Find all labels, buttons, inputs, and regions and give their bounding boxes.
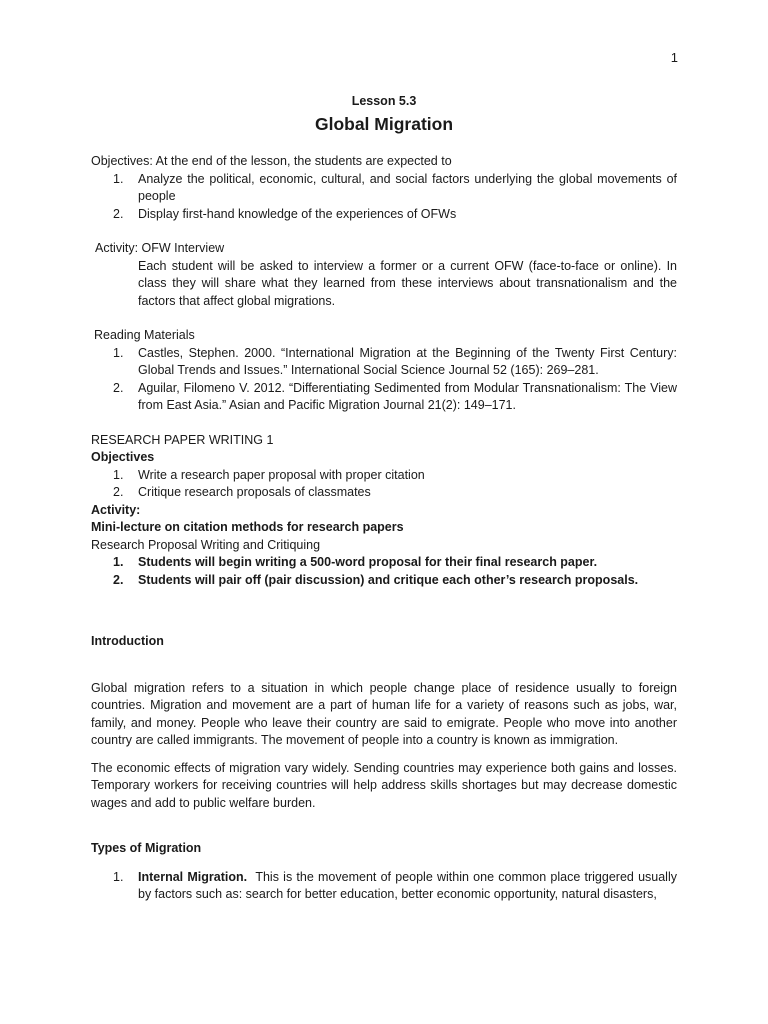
proposal-label: Research Proposal Writing and Critiquing xyxy=(91,537,321,552)
activity-label: Activity: OFW Interview xyxy=(95,241,225,255)
introduction-para-1: Global migration refers to a situation in which people change place of residence usually to foreign countries. Migration and movement are a part of human life for a variety of reasons such as jobs, war, family, and money. People who leave their country are said to emigrate. People who move into another country are called immigrants. The movement of people into a country is known as immigration. xyxy=(91,680,677,747)
lesson-label: Lesson 5.3 xyxy=(351,94,417,108)
list-item: 1. Write a research paper proposal with proper citation xyxy=(113,467,425,482)
list-item: 2. Display first-hand knowledge of the experiences of OFWs xyxy=(113,206,457,221)
types-heading: Types of Migration xyxy=(91,841,202,855)
research-objectives-list xyxy=(91,467,677,502)
reading-label: Reading Materials xyxy=(94,328,195,342)
research-activity-label: Activity: xyxy=(91,502,141,517)
list-item: 2. Aguilar, Filomeno V. 2012. “Differentiating Sedimented from Modular Transnationalism: The View from East Asia.” Asian and Pacific Migration Journal 21(2): 149–171. xyxy=(113,380,677,412)
list-item: 1. Internal Migration. This is the movement of people within one common place triggered usually by factors such as: search for better education, better economic opportunity, natural disasters, xyxy=(113,869,677,901)
objectives-list xyxy=(91,171,677,224)
research-heading: RESEARCH PAPER WRITING 1 xyxy=(91,432,274,447)
page-number: 1 xyxy=(670,50,678,65)
list-item: 1. Castles, Stephen. 2000. “International Migration at the Beginning of the Twenty First Century: Global Trends and Issues.” International Social Science Journal 52 (165): 269–281. xyxy=(113,345,677,377)
types-list xyxy=(91,869,677,904)
reading-list xyxy=(91,345,677,415)
introduction-heading: Introduction xyxy=(91,634,164,648)
list-item: 2. Critique research proposals of classmates xyxy=(113,485,371,499)
research-objectives-label: Objectives xyxy=(91,450,155,464)
proposal-list xyxy=(91,554,677,589)
lesson-title: Global Migration xyxy=(314,114,454,134)
mini-lecture: Mini-lecture on citation methods for research papers xyxy=(91,520,404,534)
list-item: 2. Students will pair off (pair discussion) and critique each other’s research proposals. xyxy=(113,572,639,587)
document-body xyxy=(91,153,677,904)
introduction-para-2: The economic effects of migration vary widely. Sending countries may experience both gains and losses. Temporary workers for receiving countries will help address skills shortages but may decrease domestic wages and add to public welfare burden. xyxy=(91,760,677,810)
activity-text: Each student will be asked to interview a former or a current OFW (face-to-face or online). In class they will share what they learned from these interviews about transnationalism and the factors that affect global migrations. xyxy=(138,258,677,308)
list-item: 1. Analyze the political, economic, cultural, and social factors underlying the global movements of people xyxy=(113,171,677,203)
objectives-intro: Objectives: At the end of the lesson, the students are expected to xyxy=(91,154,452,168)
list-item: 1. Students will begin writing a 500-word proposal for their final research paper. xyxy=(113,555,598,569)
type-term: Internal Migration. xyxy=(138,869,248,884)
